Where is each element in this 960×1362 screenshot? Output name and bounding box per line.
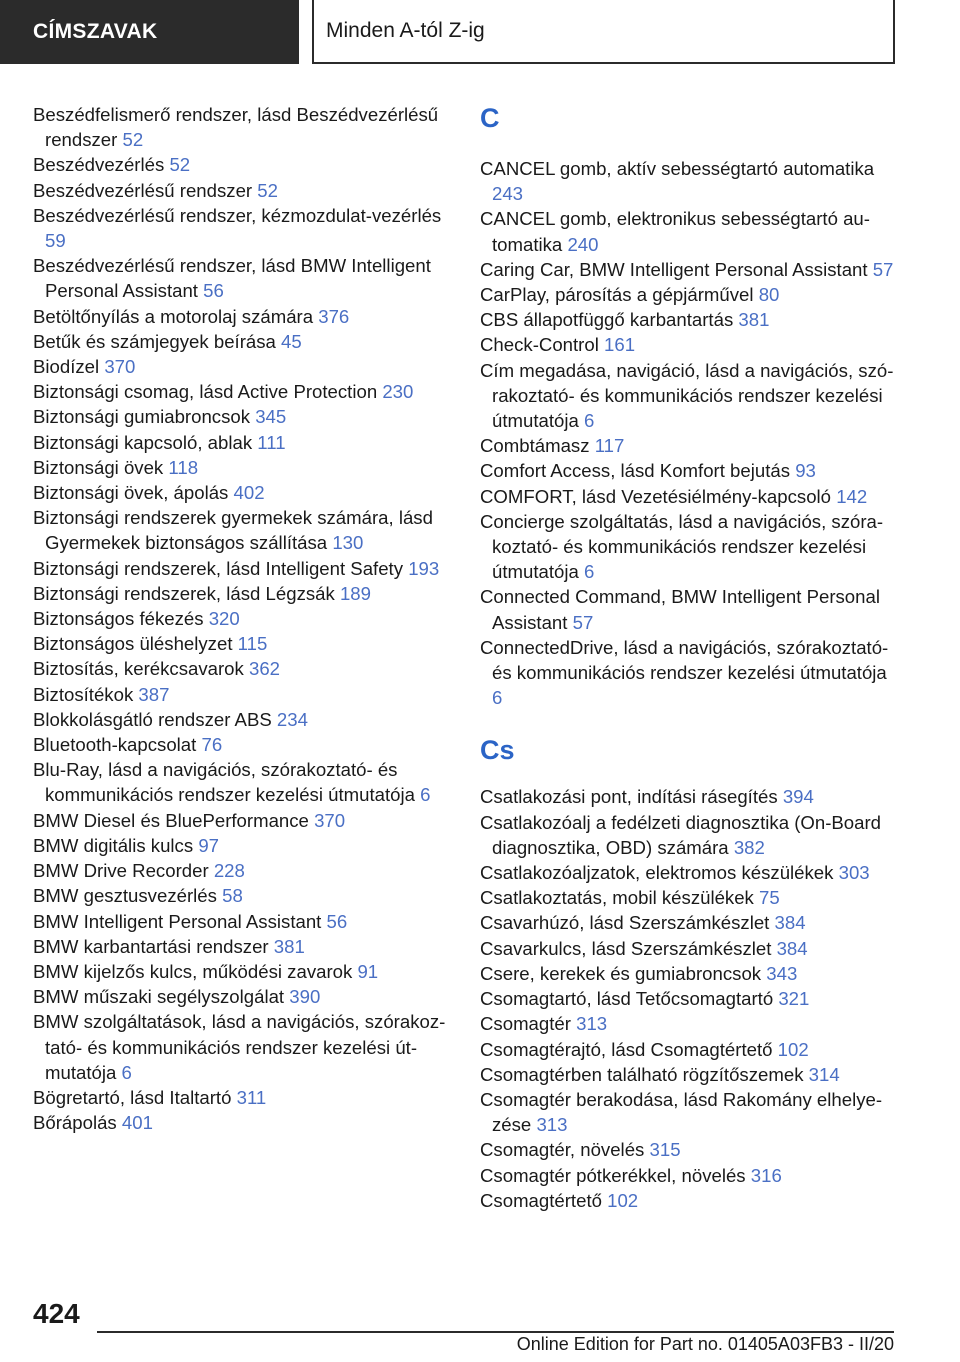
page-reference-link[interactable]: 97 bbox=[198, 834, 220, 856]
entry-term: CarPlay, párosítás a gépjárművel bbox=[480, 284, 754, 306]
index-entry bbox=[33, 581, 448, 606]
page-reference-link[interactable]: 6 bbox=[492, 687, 503, 709]
entry-term: BMW Diesel és BluePerformance bbox=[33, 809, 309, 831]
page-reference-link[interactable]: 394 bbox=[782, 786, 814, 808]
index-entry bbox=[480, 433, 895, 458]
index-entry bbox=[480, 1163, 895, 1188]
entry-term: Biztonsági gumiabroncsok bbox=[33, 406, 251, 428]
page-reference-link[interactable]: 102 bbox=[777, 1038, 809, 1060]
entry-term: BMW gesztusvezérlés bbox=[33, 885, 217, 907]
entry-term: Blokkolásgátló rendszer ABS bbox=[33, 708, 272, 730]
entry-term: CBS állapotfüggő karbantartás bbox=[480, 309, 734, 331]
index-entry bbox=[480, 206, 895, 256]
entry-term: Comfort Access, lásd Komfort bejutás bbox=[480, 460, 791, 482]
page-reference-link[interactable]: 80 bbox=[758, 284, 780, 306]
page-reference-link[interactable]: 57 bbox=[872, 258, 894, 280]
entry-term: BMW műszaki segélyszolgálat bbox=[33, 986, 285, 1008]
page-reference-link[interactable]: 52 bbox=[122, 129, 144, 151]
page-reference-link[interactable]: 343 bbox=[766, 962, 798, 984]
page-reference-link[interactable]: 345 bbox=[255, 406, 287, 428]
page-reference-link[interactable]: 161 bbox=[604, 334, 636, 356]
page-reference-link[interactable]: 52 bbox=[257, 179, 278, 201]
index-entry bbox=[33, 480, 448, 505]
index-entry bbox=[33, 505, 448, 555]
index-entry bbox=[480, 282, 895, 307]
page-reference-link[interactable]: 390 bbox=[289, 986, 321, 1008]
page-reference-link[interactable]: 115 bbox=[237, 633, 268, 655]
footer-divider bbox=[97, 1331, 894, 1333]
entry-term: Bőrápolás bbox=[33, 1112, 117, 1134]
entry-term: Biztonsági övek, ápolás bbox=[33, 482, 229, 504]
page-reference-link[interactable]: 111 bbox=[257, 431, 286, 453]
entry-term: Biztosítékok bbox=[33, 683, 134, 705]
entry-term: Biztonsági csomag, lásd Active Protection bbox=[33, 381, 378, 403]
page-reference-link[interactable]: 58 bbox=[222, 885, 243, 907]
entry-term: Bögretartó, lásd Italtartó bbox=[33, 1086, 232, 1108]
index-entry bbox=[33, 379, 448, 404]
entry-term: Csere, kerekek és gumiabroncsok bbox=[480, 962, 762, 984]
page-reference-link[interactable]: 6 bbox=[121, 1061, 132, 1083]
entry-term: Blu-Ray, lásd a navigációs, szórakoztató- és kommunikációs rendszer kezelési útmutatója bbox=[33, 759, 415, 806]
entry-term: CANCEL gomb, aktív sebességtartó automatika bbox=[480, 158, 875, 179]
index-entry bbox=[33, 732, 448, 757]
entry-term: Combtámasz bbox=[480, 435, 590, 457]
section-title: CÍMSZAVAK bbox=[33, 20, 158, 43]
entry-term: Biztonsági rendszerek, lásd Intelligent Safety bbox=[33, 557, 404, 579]
entry-term: Csatlakozóaljzatok, elektromos készülékek bbox=[480, 862, 834, 884]
index-entry bbox=[33, 430, 448, 455]
section-tab bbox=[0, 0, 299, 64]
entry-term: Connected Command, BMW Intelligent Personal Assistant bbox=[480, 586, 880, 633]
index-entry bbox=[33, 178, 448, 203]
entry-term: Csomagtérben található rögzítőszemek bbox=[480, 1063, 804, 1085]
page-reference-link[interactable]: 240 bbox=[567, 233, 599, 255]
entry-term: Check-Control bbox=[480, 334, 599, 356]
page-reference-link[interactable]: 142 bbox=[836, 485, 868, 507]
page-reference-link[interactable]: 230 bbox=[382, 381, 414, 403]
footer-edition: Online Edition for Part no. 01405A03FB3 - II/20 bbox=[516, 1334, 894, 1354]
entry-term: Cím megadása, navigáció, lásd a navigációs, szórakoztató- és kommunikációs rendszer kezelési útmutatója bbox=[480, 359, 894, 432]
page-reference-link[interactable]: 313 bbox=[576, 1013, 608, 1035]
index-entry bbox=[33, 757, 448, 807]
entry-term: Betöltőnyílás a motorolaj számára bbox=[33, 305, 314, 327]
entry-term: Csatlakozási pont, indítási rásegítés bbox=[480, 786, 778, 808]
entry-term: Csomagtér bbox=[480, 1013, 571, 1035]
section-subtitle: Minden A-tól Z-ig bbox=[326, 19, 485, 42]
page-reference-link[interactable]: 76 bbox=[201, 734, 223, 756]
index-entry bbox=[33, 203, 448, 253]
subtitle-tab bbox=[312, 0, 895, 64]
index-entry bbox=[33, 1009, 448, 1085]
page-reference-link[interactable]: 189 bbox=[339, 582, 371, 604]
index-entry bbox=[480, 509, 895, 585]
page-reference-link[interactable]: 93 bbox=[795, 460, 816, 482]
index-entry bbox=[480, 910, 895, 935]
entry-term: Beszédvezérlésű rendszer, lásd BMW Intelligent Personal Assistant bbox=[33, 255, 431, 302]
index-entry bbox=[480, 358, 895, 434]
index-entry bbox=[33, 656, 448, 681]
index-column-left bbox=[33, 102, 448, 1135]
index-entry bbox=[33, 631, 448, 656]
index-entry bbox=[33, 152, 448, 177]
entry-term: Beszédfelismerő rendszer, lásd Beszédvezérlésű rendszer bbox=[33, 104, 439, 151]
page-reference-link[interactable]: 311 bbox=[236, 1086, 267, 1108]
entry-term: Caring Car, BMW Intelligent Personal Assistant bbox=[480, 258, 868, 280]
page-reference-link[interactable]: 370 bbox=[104, 356, 136, 378]
page-reference-link[interactable]: 402 bbox=[233, 482, 265, 504]
index-entry bbox=[33, 102, 448, 152]
index-entry bbox=[480, 1037, 895, 1062]
page-reference-link[interactable]: 313 bbox=[536, 1114, 568, 1136]
entry-term: Betűk és számjegyek beírása bbox=[33, 330, 276, 352]
entry-term: Biztonságos üléshelyzet bbox=[33, 633, 233, 655]
entry-term: Csomagtér berakodása, lásd Rakomány elhelyezése bbox=[480, 1088, 883, 1136]
entry-term: Biztonsági rendszerek, lásd Légzsák bbox=[33, 582, 335, 604]
page-reference-link[interactable]: 370 bbox=[314, 809, 346, 831]
entry-term: Csatlakozóalj a fedélzeti diagnosztika (On-Board diagnosztika, OBD) számára bbox=[480, 811, 882, 858]
index-entry bbox=[480, 1011, 895, 1036]
page-reference-link[interactable]: 316 bbox=[750, 1164, 782, 1186]
page-reference-link[interactable]: 321 bbox=[778, 988, 810, 1010]
entry-term: Beszédvezérlésű rendszer, kézmozdulat-vezérlés bbox=[33, 204, 442, 226]
entry-term: Csomagtértető bbox=[480, 1189, 602, 1211]
section-letter-cs: Cs bbox=[480, 735, 515, 766]
index-entry bbox=[33, 253, 448, 303]
page-reference-link[interactable]: 56 bbox=[203, 280, 224, 302]
index-entry bbox=[480, 484, 895, 509]
page-reference-link[interactable]: 6 bbox=[584, 410, 595, 432]
index-entry bbox=[480, 1087, 895, 1137]
entry-term: Csavarkulcs, lásd Szerszámkészlet bbox=[480, 937, 772, 959]
page-number: 424 bbox=[33, 1298, 80, 1329]
index-entry bbox=[480, 635, 895, 711]
page-reference-link[interactable]: 376 bbox=[318, 305, 350, 327]
index-entry bbox=[33, 959, 448, 984]
entry-term: BMW szolgáltatások, lásd a navigációs, szórakoztató- és kommunikációs rendszer kezelési útmutatója bbox=[33, 1011, 446, 1083]
page-reference-link[interactable]: 401 bbox=[121, 1112, 153, 1134]
page-reference-link[interactable]: 228 bbox=[213, 860, 245, 882]
entry-term: Csomagtérajtó, lásd Csomagtértető bbox=[480, 1038, 773, 1060]
index-entry bbox=[480, 936, 895, 961]
page-reference-link[interactable]: 45 bbox=[281, 330, 302, 352]
index-entry bbox=[33, 1110, 448, 1135]
index-entry bbox=[480, 784, 895, 809]
entry-term: Biztonsági övek bbox=[33, 456, 164, 478]
entries-c bbox=[480, 156, 895, 710]
page-reference-link[interactable]: 384 bbox=[774, 912, 806, 934]
index-entry bbox=[480, 156, 895, 206]
page-reference-link[interactable]: 314 bbox=[808, 1063, 840, 1085]
entry-term: Concierge szolgáltatás, lásd a navigációs, szórakoztató- és kommunikációs rendszer kezelési útmutatója bbox=[480, 510, 884, 583]
index-entry bbox=[33, 556, 448, 581]
index-entry bbox=[480, 860, 895, 885]
section-letter-c: C bbox=[480, 103, 500, 133]
page-reference-link[interactable]: 118 bbox=[168, 456, 199, 478]
entry-term: BMW karbantartási rendszer bbox=[33, 935, 269, 957]
index-entry bbox=[33, 304, 448, 329]
index-entry bbox=[33, 606, 448, 631]
entry-term: Biodízel bbox=[33, 356, 100, 378]
entry-term: ConnectedDrive, lásd a navigációs, szórakoztató- és kommunikációs rendszer kezelési útmutatója bbox=[480, 636, 889, 684]
index-entry bbox=[480, 810, 895, 860]
page-reference-link[interactable]: 387 bbox=[138, 683, 170, 705]
page-reference-link[interactable]: 234 bbox=[276, 708, 308, 730]
page-reference-link[interactable]: 193 bbox=[408, 557, 440, 579]
page-reference-link[interactable]: 117 bbox=[594, 435, 625, 457]
entry-term: Beszédvezérlésű rendszer bbox=[33, 179, 253, 201]
page-reference-link[interactable]: 384 bbox=[776, 937, 808, 959]
index-entry bbox=[33, 808, 448, 833]
entry-term: Csomagtér pótkerékkel, növelés bbox=[480, 1164, 746, 1186]
page-reference-link[interactable]: 382 bbox=[733, 836, 765, 858]
index-entry bbox=[33, 1085, 448, 1110]
entry-term: CANCEL gomb, elektronikus sebességtartó automatika bbox=[480, 208, 870, 255]
page-reference-link[interactable]: 57 bbox=[572, 611, 594, 633]
page-reference-link[interactable]: 56 bbox=[326, 910, 348, 932]
index-entry bbox=[480, 1188, 895, 1213]
page-reference-link[interactable]: 75 bbox=[759, 887, 780, 909]
entry-term: Biztonsági kapcsoló, ablak bbox=[33, 431, 253, 453]
page-reference-link[interactable]: 6 bbox=[420, 784, 431, 806]
entry-term: Csatlakoztatás, mobil készülékek bbox=[480, 887, 754, 909]
entries-cs bbox=[480, 784, 895, 1212]
index-entry bbox=[33, 404, 448, 429]
index-entry bbox=[480, 584, 895, 634]
entry-term: Biztonsági rendszerek gyermekek számára, lásd Gyermekek biztonságos szállítása bbox=[33, 507, 433, 554]
index-entry bbox=[480, 986, 895, 1011]
page-reference-link[interactable]: 52 bbox=[169, 154, 191, 176]
page-reference-link[interactable]: 362 bbox=[248, 658, 281, 680]
page-reference-link[interactable]: 381 bbox=[738, 309, 770, 331]
page-reference-link[interactable]: 102 bbox=[607, 1189, 639, 1211]
page-reference-link[interactable]: 320 bbox=[208, 608, 240, 630]
page-reference-link[interactable]: 381 bbox=[273, 935, 305, 957]
page-reference-link[interactable]: 6 bbox=[584, 561, 595, 583]
entry-term: Bluetooth-kapcsolat bbox=[33, 734, 197, 756]
index-entry bbox=[480, 257, 895, 282]
page-reference-link[interactable]: 91 bbox=[357, 960, 379, 982]
page-reference-link[interactable]: 59 bbox=[45, 230, 66, 252]
index-entry bbox=[480, 332, 895, 357]
page-reference-link[interactable]: 303 bbox=[838, 862, 870, 884]
index-entry bbox=[480, 458, 895, 483]
index-entry bbox=[480, 1137, 895, 1162]
entry-term: Csomagtartó, lásd Tetőcsomagtartó bbox=[480, 988, 774, 1010]
index-entry bbox=[33, 909, 448, 934]
index-column-right bbox=[480, 98, 895, 1213]
entry-term: BMW Intelligent Personal Assistant bbox=[33, 910, 322, 932]
entry-term: BMW Drive Recorder bbox=[33, 860, 209, 882]
entry-term: Beszédvezérlés bbox=[33, 154, 165, 176]
index-entry bbox=[33, 934, 448, 959]
entry-term: Csavarhúzó, lásd Szerszámkészlet bbox=[480, 912, 770, 934]
index-entry bbox=[33, 858, 448, 883]
index-entry bbox=[33, 455, 448, 480]
index-entry bbox=[480, 961, 895, 986]
index-entry bbox=[33, 883, 448, 908]
index-entry bbox=[480, 885, 895, 910]
index-entry bbox=[33, 682, 448, 707]
index-entry bbox=[33, 984, 448, 1009]
entry-term: Biztosítás, kerékcsavarok bbox=[33, 658, 244, 680]
index-entry bbox=[480, 1062, 895, 1087]
index-entry bbox=[480, 307, 895, 332]
page-reference-link[interactable]: 243 bbox=[492, 183, 524, 205]
entry-term: Biztonságos fékezés bbox=[33, 608, 204, 630]
index-entry bbox=[33, 833, 448, 858]
entry-term: Csomagtér, növelés bbox=[480, 1139, 645, 1161]
entry-term: COMFORT, lásd Vezetésiélmény-kapcsoló bbox=[480, 485, 832, 507]
page-reference-link[interactable]: 130 bbox=[332, 532, 364, 554]
index-entry bbox=[33, 707, 448, 732]
index-entry bbox=[33, 354, 448, 379]
page-reference-link[interactable]: 315 bbox=[649, 1139, 681, 1161]
entry-term: BMW kijelzős kulcs, működési zavarok bbox=[33, 960, 353, 982]
entry-term: BMW digitális kulcs bbox=[33, 834, 194, 856]
index-entry bbox=[33, 329, 448, 354]
